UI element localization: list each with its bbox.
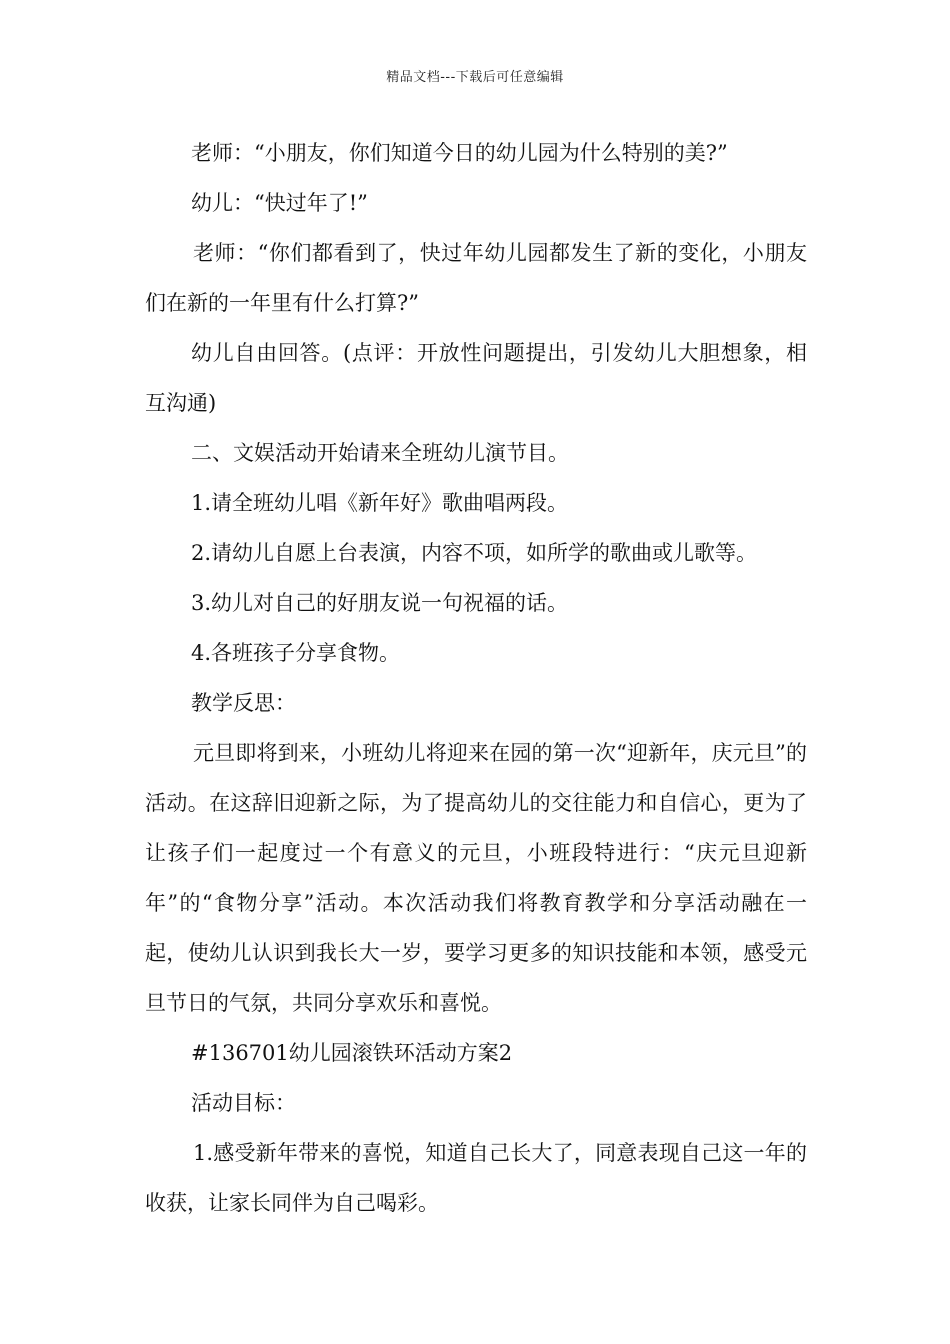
paragraph-reflection-heading: 教学反思： (191, 691, 296, 715)
paragraph-teacher-question: 老师：“小朋友，你们知道今日的幼儿园为什么特别的美?” (191, 141, 728, 165)
list-item: 2.请幼儿自愿上台表演，内容不项，如所学的歌曲或儿歌等。 (191, 541, 758, 565)
list-item: 4.各班孩子分享食物。 (191, 641, 401, 665)
paragraph-teacher-followup: 老师：“你们都看到了，快过年幼儿园都发生了新的变化，小朋友们在新的一年里有什么打算?” (145, 241, 807, 315)
paragraph-reflection-body: 元旦即将到来，小班幼儿将迎来在园的第一次“迎新年，庆元旦”的活动。在这辞旧迎新之际，为了提高幼儿的交往能力和自信心，更为了让孩子们一起度过一个有意义的元旦，小班段特进行：“庆元旦迎新年”的“食物分享”活动。本次活动我们将教育教学和分享活动融在一起，使幼儿认识到我长大一岁，要学习更多的知识技能和本领，感受元旦节日的气氛，共同分享欢乐和喜悦。 (145, 741, 807, 1015)
paragraph-children-answer: 幼儿：“快过年了!” (191, 191, 368, 215)
paragraph-free-answer: 幼儿自由回答。(点评：开放性问题提出，引发幼儿大胆想象，相互沟通) (145, 341, 807, 415)
document-body (145, 128, 807, 1228)
paragraph-goals-heading: 活动目标： (191, 1091, 296, 1115)
list-item: 1.请全班幼儿唱《新年好》歌曲唱两段。 (191, 491, 569, 515)
paragraph-goal-item: 1.感受新年带来的喜悦，知道自己长大了，同意表现自己这一年的收获，让家长同伴为自己喝彩。 (145, 1141, 807, 1215)
paragraph-plan-title: #136701幼儿园滚铁环活动方案2 (191, 1041, 513, 1065)
header-note: 精品文档---下载后可任意编辑 (386, 70, 564, 85)
paragraph-section-two: 二、文娱活动开始请来全班幼儿演节目。 (191, 441, 569, 465)
list-item: 3.幼儿对自己的好朋友说一句祝福的话。 (191, 591, 569, 615)
